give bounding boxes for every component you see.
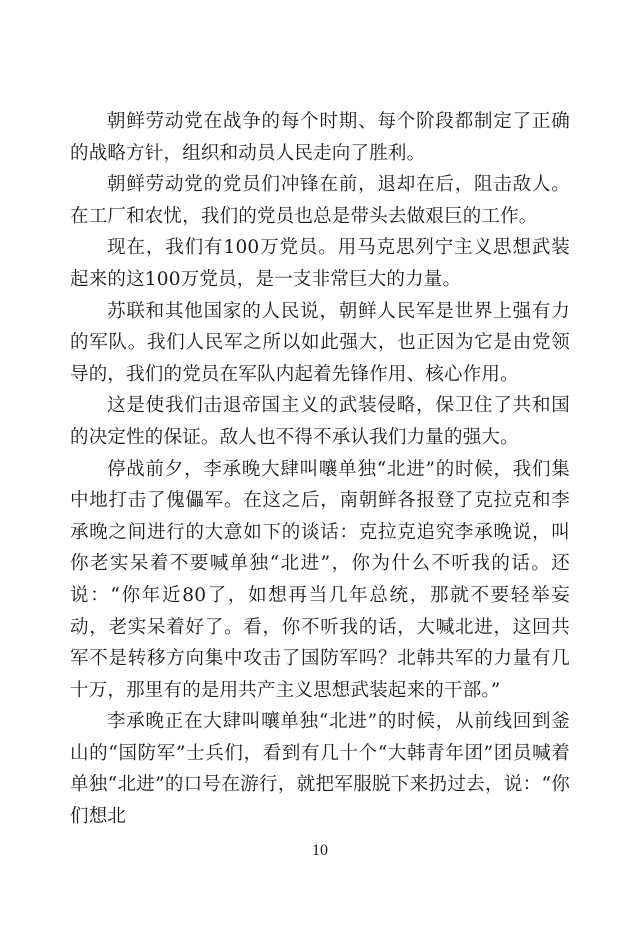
paragraph-5: 这是使我们击退帝国主义的武装侵略，保卫住了共和国的决定性的保证。敌人也不得不承认我们力量的强大。 (70, 395, 570, 448)
paragraph-6: 停战前夕，李承晚大肆叫嚷单独“北进”的时候，我们集中地打击了傀儡军。在这之后，南朝鲜各报登了克拉克和李承晚之间进行的大意如下的谈话：克拉克追究李承晚说，叫你老实呆着不要喊单独“北进”，你为什么不听我的话。还说：“你年近80了，如想再当几年总统，那就不要轻举妄动，老实呆着好了。看，你不听我的话，大喊北进，这回共军不是转移方向集中攻击了国防军吗？北韩共军的力量有几十万，那里有的是用共产主义思想武装起来的干部。” (70, 458, 570, 701)
paragraph-2: 朝鲜劳动党的党员们冲锋在前，退却在后，阻击敌人。在工厂和农忧，我们的党员也总是带头去做艰巨的工作。 (70, 174, 570, 227)
paragraph-3: 现在，我们有100万党员。用马克思列宁主义思想武装起来的这100万党员，是一支非常巨大的力量。 (70, 237, 570, 290)
paragraph-4: 苏联和其他国家的人民说，朝鲜人民军是世界上强有力的军队。我们人民军之所以如此强大，也正因为它是由党领导的，我们的党员在军队内起着先锋作用、核心作用。 (70, 300, 570, 385)
paragraph-1: 朝鲜劳动党在战争的每个时期、每个阶段都制定了正确的战略方针，组织和动员人民走向了胜利。 (70, 111, 570, 164)
paragraph-7: 李承晚正在大肆叫嚷单独“北进”的时候，从前线回到釜山的“国防军”士兵们，看到有几十个“大韩青年团”团员喊着单独“北进”的口号在游行，就把军服脱下来扔过去，说：“你们想北 (70, 711, 570, 828)
body-text (70, 106, 570, 833)
page-number: 10 (312, 842, 328, 859)
